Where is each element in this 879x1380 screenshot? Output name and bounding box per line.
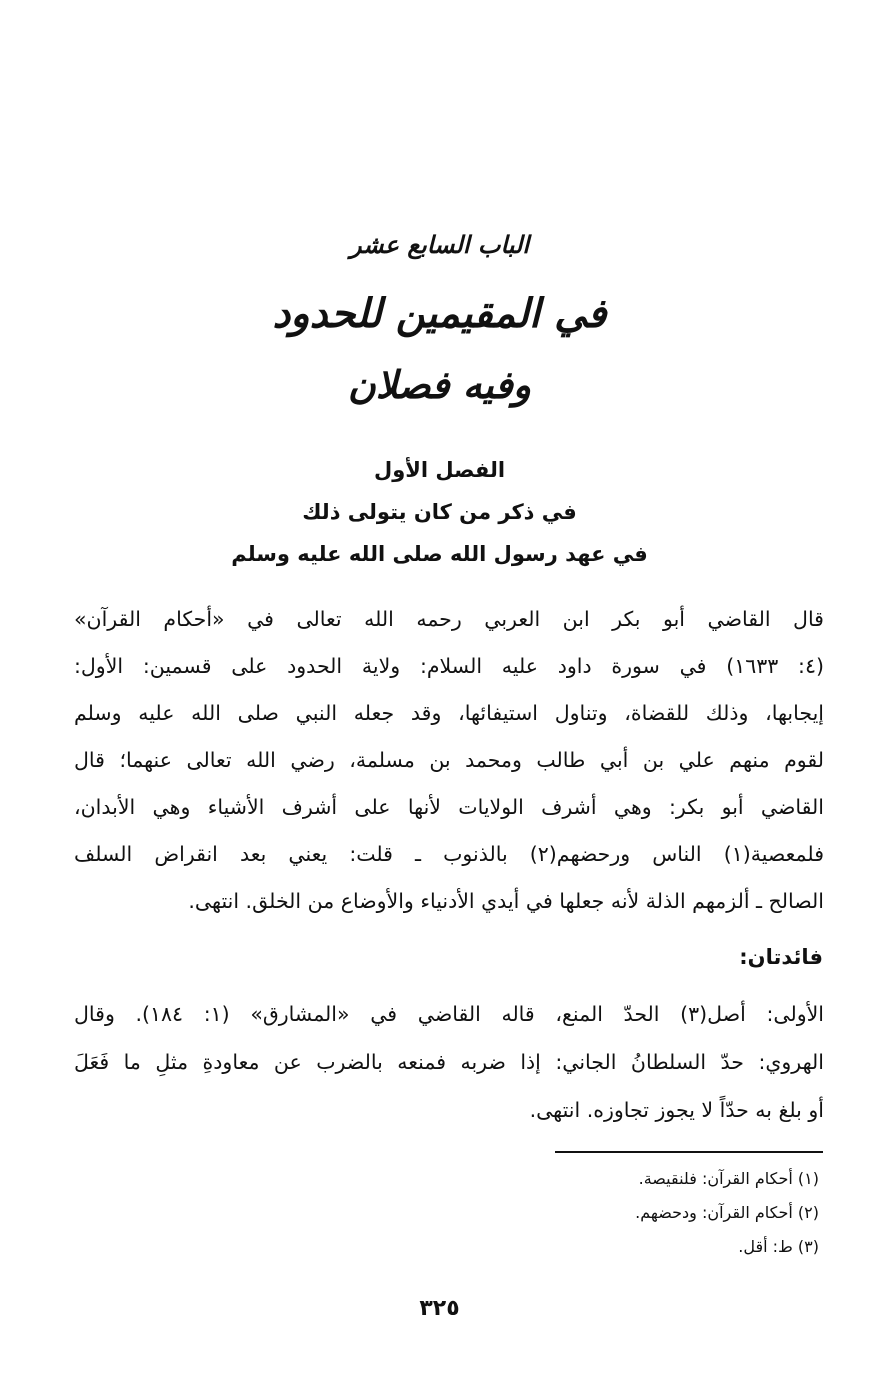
section-title-line-1: في ذكر من كان يتولى ذلك [302,500,577,524]
body-line: (٤: ١٦٣٣) في سورة داود عليه السلام: ولاية الحدود على قسمين: الأول: [74,654,824,678]
page-number: ٣٢٥ [419,1296,460,1321]
section-title-line-2: في عهد رسول الله صلى الله عليه وسلم [231,542,648,566]
body-line: لقوم منهم علي بن أبي طالب ومحمد بن مسلمة، رضي الله تعالى عنهما؛ قال [74,748,824,772]
chapter-subtitle: وفيه فصلان [347,362,532,407]
footnote-divider [555,1151,823,1153]
body-paragraph [74,596,824,925]
section-label: الفصل الأول [373,458,506,482]
body-line: قال القاضي أبو بكر ابن العربي رحمه الله تعالى في «أحكام القرآن» [74,607,824,631]
footnote-1: (١) أحكام القرآن: فلنقيصة. [638,1169,819,1188]
chapter-title: في المقيمين للحدود [272,290,607,337]
benefits-line: الهروي: حدّ السلطانُ الجاني: إذا ضربه فمنعه بالضرب عن معاودةِ مثلِ ما فَعَلَ [74,1050,824,1074]
body-line: إيجابها، وذلك للقضاة، وتناول استيفائها، وقد جعله النبي صلى الله عليه وسلم [74,701,824,725]
body-line: الصالح ـ ألزمهم الذلة لأنه جعلها في أيدي الأدنياء والأوضاع من الخلق. انتهى. [188,889,824,913]
benefits-line: أو بلغ به حدّاً لا يجوز تجاوزه. انتهى. [529,1098,824,1122]
benefits-line: الأولى: أصل(٣) الحدّ المنع، قاله القاضي في «المشارق» (١: ١٨٤). وقال [74,1002,824,1026]
chapter-label: الباب السابع عشر [350,230,529,259]
benefits-paragraph [74,990,824,1134]
footnote-2: (٢) أحكام القرآن: ودحضهم. [635,1203,819,1222]
footnotes [419,1162,819,1264]
footnote-3: (٣) ط: أقل. [738,1237,819,1256]
body-line: القاضي أبو بكر: وهي أشرف الولايات لأنها على أشرف الأشياء وهي الأبدان، [74,795,824,819]
body-line: فلمعصية(١) الناس ورحضهم(٢) بالذنوب ـ قلت: يعني بعد انقراض السلف [74,842,824,866]
benefits-heading: فائدتان: [739,945,823,969]
